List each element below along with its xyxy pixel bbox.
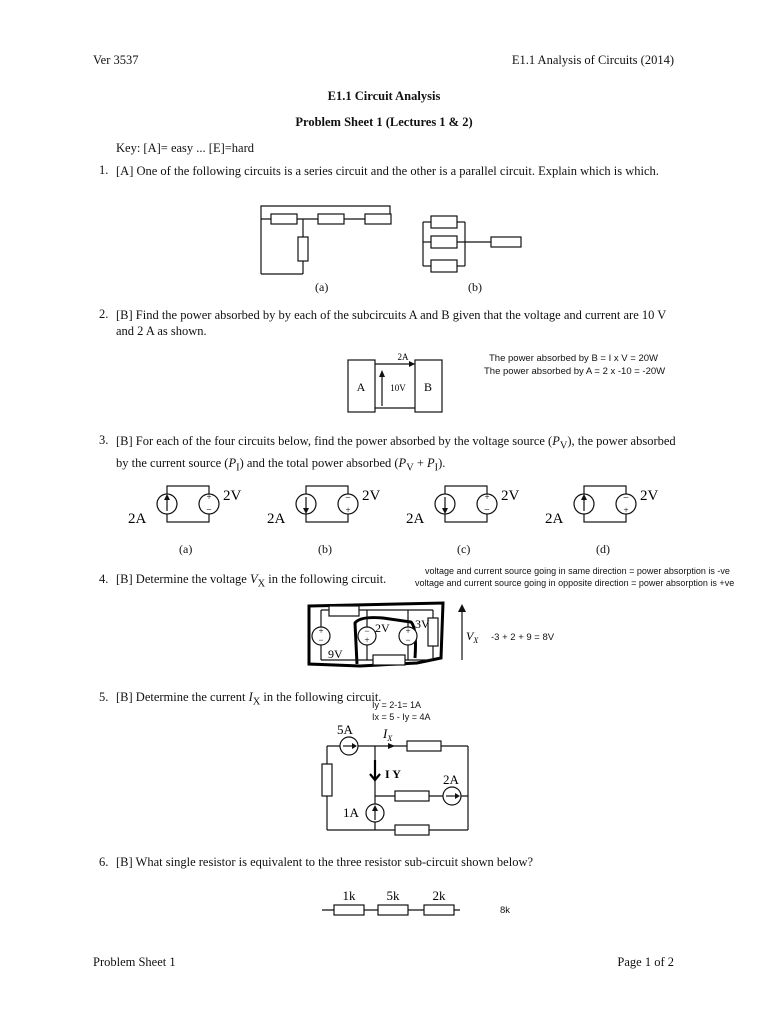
svg-text:2V: 2V [362,488,381,504]
svg-text:−: − [623,493,629,504]
label-1k: 1k [342,888,356,903]
q1-caption-a: (a) [315,280,329,294]
svg-text:+: + [206,492,212,502]
q1-caption-b: (b) [468,280,482,294]
label-1a: 1A [343,805,359,820]
circuit-3b [267,486,381,527]
q5-circuit-diagram [315,722,475,834]
page-title: E1.1 Circuit Analysis [327,89,441,103]
svg-text:−: − [405,635,411,645]
q1-number: 1. [99,163,109,177]
q3-text: [B] For each of the four circuits below, find the power absorbed by the voltage source $(P_V)$, the power absorbed by the current source $(P_I)$ and the total power absorbed $(P_V + P_I)$. [116,434,676,473]
svg-text:+: + [318,626,324,636]
q2-subcircuit-diagram [345,350,445,416]
q5-number: 5. [99,690,109,704]
q3-caption-c: (c) [457,542,471,556]
circuit-a [261,206,391,274]
header-version: Ver 3537 [93,53,139,67]
q3-circuits-diagram [120,478,680,538]
label-2v: 2V [375,621,390,635]
label-2k: 2k [432,888,446,903]
label-iy: I Y [385,767,401,781]
q3-caption-b: (b) [318,542,332,556]
q3-number: 3. [99,433,109,447]
q2-note-a: The power absorbed by A = 2 x -10 = -20W [484,366,666,377]
label-vx: $V_X$ [466,629,479,645]
svg-text:−: − [318,635,324,645]
header-course: E1.1 Analysis of Circuits (2014) [511,53,674,67]
svg-text:+: + [364,635,370,645]
q3-note-same: voltage and current source going in same direction = power absorption is -ve [425,566,730,576]
q6-resistor-chain-diagram [320,888,470,918]
q3-caption-d: (d) [596,542,610,556]
difficulty-key: Key: [A]= easy ... [E]=hard [116,141,255,155]
label-a: A [356,380,366,394]
label-3v: 3V [415,617,430,631]
circuit-3c [406,486,520,527]
q6-note: 8k [500,905,511,916]
footer-sheet: Problem Sheet 1 [93,955,176,969]
q5-note-ix: Ix = 5 - Iy = 4A [372,712,431,722]
svg-text:2V: 2V [223,488,242,504]
svg-text:2V: 2V [640,488,659,504]
current-arrow-icon [409,361,415,367]
svg-text:+: + [345,505,351,515]
q3-caption-a: (a) [179,542,193,556]
q5-note-iy: Iy = 2-1= 1A [372,700,422,710]
voltage-arrow-icon [379,370,385,377]
q6-number: 6. [99,855,109,869]
svg-text:2A: 2A [267,511,286,527]
circuit-b [423,216,521,272]
q2-text: [B] Find the power absorbed by by each of the subcircuits A and B given that the voltage and current are 10 V and 2 A as shown. [116,308,667,338]
vx-arrow-icon [458,604,466,612]
svg-text:−: − [345,493,351,504]
svg-text:−: − [364,626,370,636]
label-5a: 5A [337,722,353,737]
svg-text:+: + [623,505,629,515]
q4-note: -3 + 2 + 9 = 8V [491,632,555,643]
q4-text: [B] Determine the voltage $V_X$ in the following circuit. [116,572,387,590]
label-5k: 5k [386,888,400,903]
q5-text: [B] Determine the current $I_X$ in the following circuit. [116,690,382,708]
label-9v: 9V [328,647,343,661]
svg-text:2V: 2V [501,488,520,504]
label-2a: 2A [443,772,459,787]
q2-number: 2. [99,307,109,321]
svg-text:2A: 2A [406,511,425,527]
page-subtitle: Problem Sheet 1 (Lectures 1 & 2) [295,115,473,129]
label-b: B [423,380,433,394]
label-voltage: 10V [390,383,406,393]
svg-text:−: − [206,505,212,516]
svg-text:+: + [405,626,411,636]
circuit-3a [128,486,242,527]
q1-circuits-diagram [255,200,535,280]
svg-text:2A: 2A [128,511,147,527]
label-current: 2A [397,352,409,362]
svg-text:2A: 2A [545,511,564,527]
q1-text: [A] One of the following circuits is a series circuit and the other is a parallel circuit. Explain which is which. [116,164,659,178]
circuit-3d [545,486,659,527]
footer-page: Page 1 of 2 [617,955,674,969]
label-ix: $I_X$ [383,726,393,743]
svg-text:−: − [484,505,490,516]
q6-text: [B] What single resistor is equivalent to the three resistor sub-circuit shown below? [116,855,534,869]
q2-note-b: The power absorbed by B = I x V = 20W [489,353,658,364]
q4-number: 4. [99,572,109,586]
svg-text:+: + [484,492,490,502]
ix-arrow-icon [388,743,395,749]
q3-note-opposite: voltage and current source going in opposite direction = power absorption is +ve [415,578,735,588]
